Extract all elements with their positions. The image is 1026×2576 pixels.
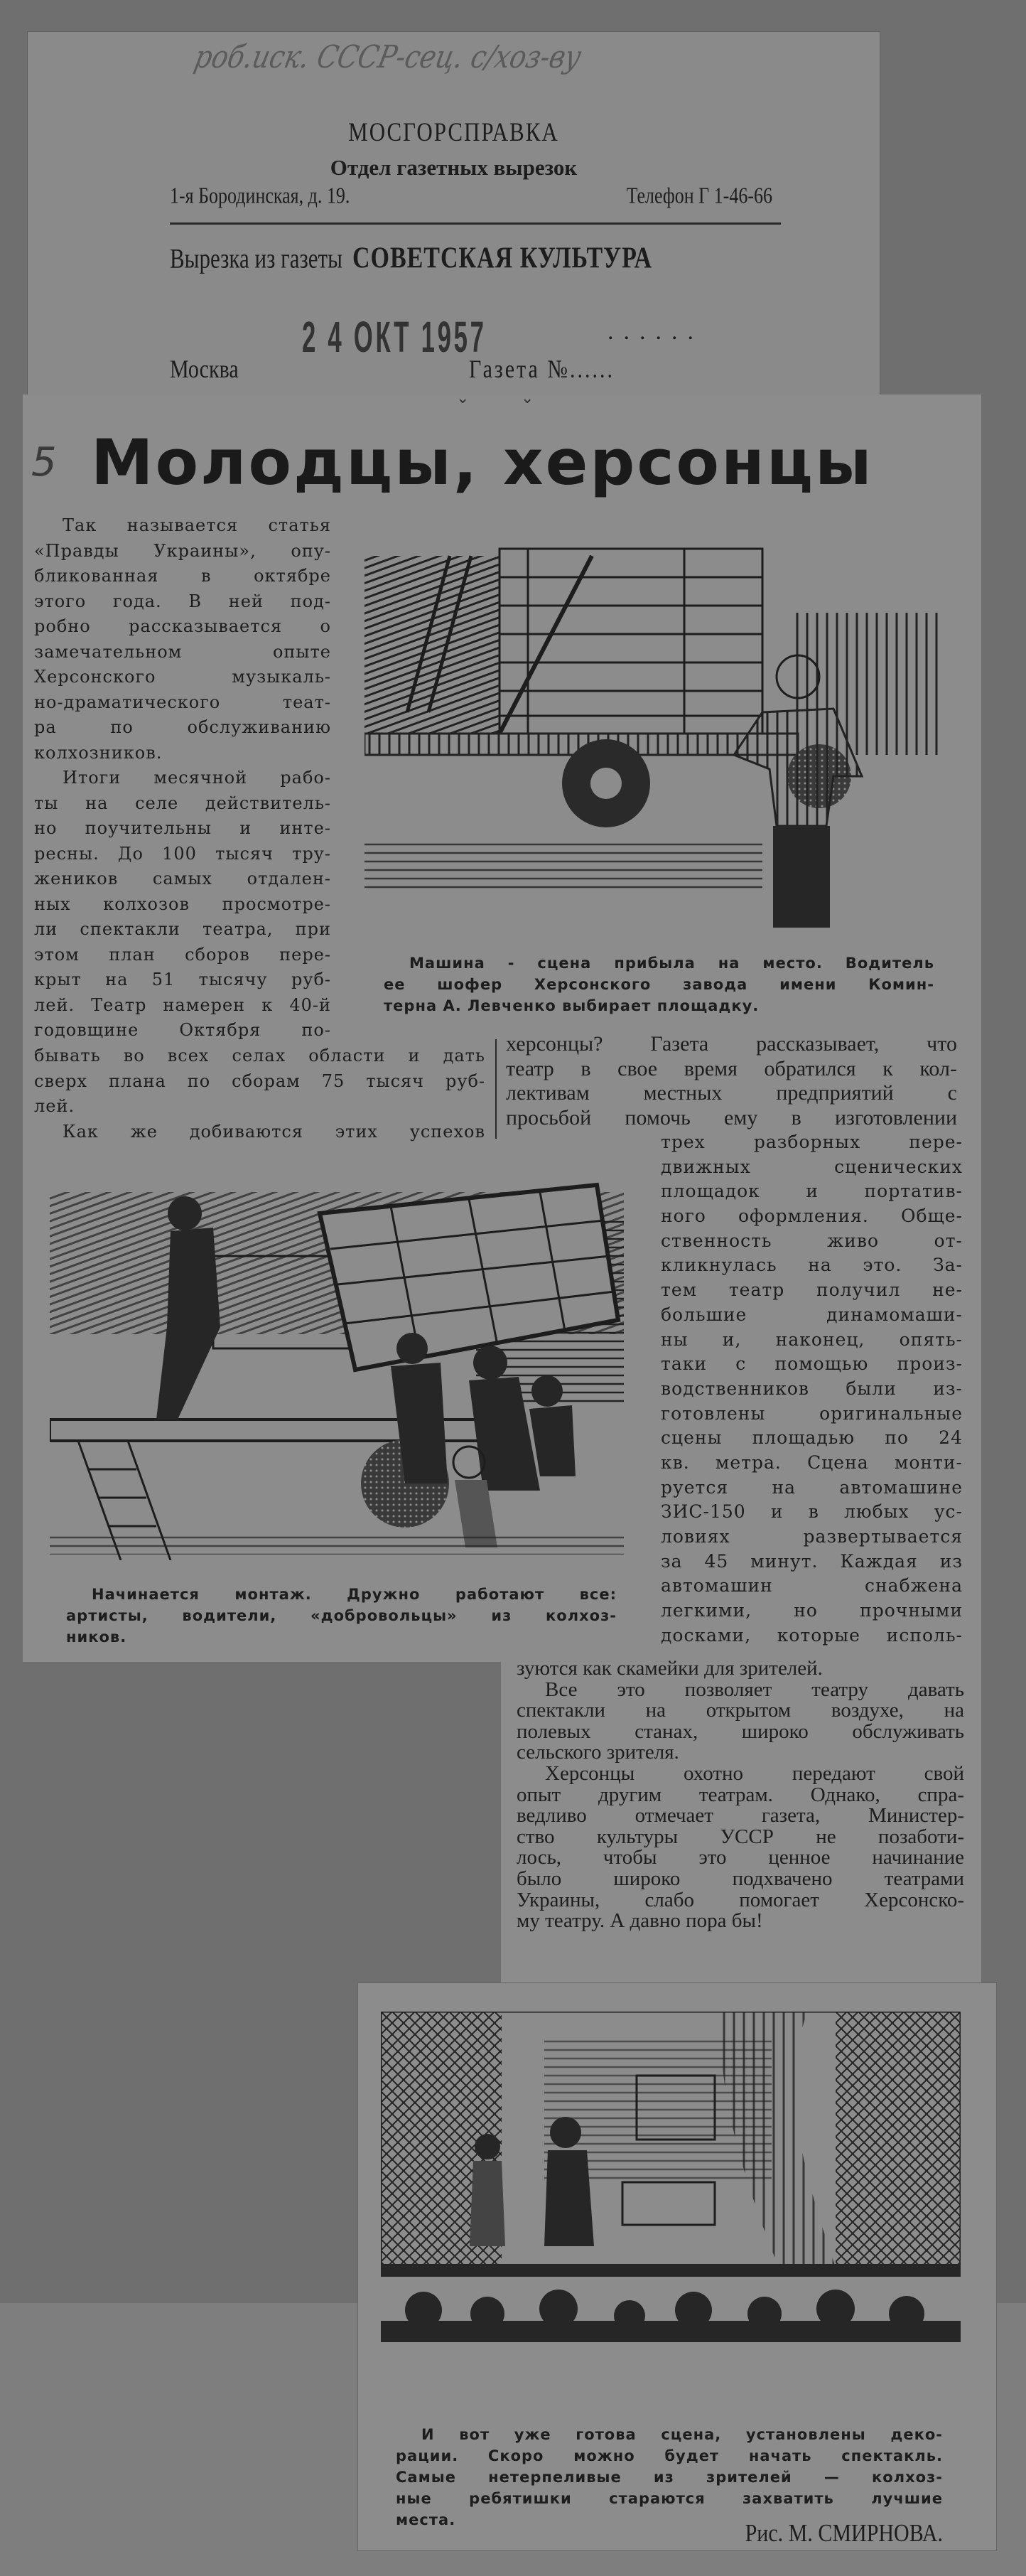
text-line: ные ребятишки стараются захватить лучшие <box>396 2490 943 2507</box>
left-column-narrow <box>34 513 331 1043</box>
text-line: но поучительны и инте- <box>34 818 331 838</box>
text-line: Начинается монтаж. Дружно работают все: <box>92 1586 617 1603</box>
text-line: годовщине Октября по- <box>34 1020 331 1040</box>
left-column-wide <box>34 1043 485 1144</box>
text-line: сверх плана по сборам 75 тысяч руб- <box>34 1070 485 1091</box>
text-line: ее шофер Херсонского завода имени Комин- <box>384 976 934 993</box>
text-line: ников. <box>66 1628 127 1646</box>
chevron-mark-icon: ⌄ <box>456 390 470 407</box>
text-line: движных сценических <box>661 1156 963 1177</box>
date-stamp: 2 4 ОКТ 1957 <box>302 312 487 362</box>
text-line: кв. метра. Сцена монти- <box>661 1451 963 1473</box>
text-line: херсонцы? Газета рассказывает, что <box>506 1032 957 1056</box>
text-line: Херсонцы охотно передают свой <box>545 1763 964 1785</box>
text-line: ты на селе действитель- <box>34 793 331 813</box>
text-line: лективам местных предприятий с <box>506 1081 957 1105</box>
address: 1-я Бородинская, д. 19. <box>170 183 350 208</box>
text-line: сцены площадью по 24 <box>661 1427 963 1449</box>
text-line: сельского зрителя. <box>517 1742 679 1764</box>
text-line: большие динамомаши- <box>661 1304 963 1325</box>
text-line: Самые нетерпеливые из зрителей — колхоз- <box>396 2469 943 2486</box>
text-line: ра по обслуживанию <box>34 717 331 737</box>
text-line: ного оформления. Обще- <box>661 1206 963 1227</box>
text-line: этого года. В ней под- <box>34 591 331 611</box>
phone: Телефон Г 1-46-66 <box>626 183 772 208</box>
text-line: за 45 минут. Каждая из <box>661 1550 963 1572</box>
text-line: Украины, слабо помогает Херсонско- <box>517 1889 964 1911</box>
department-name: Отдел газетных вырезок <box>330 155 578 180</box>
column-divider <box>495 1039 497 1139</box>
issue-number: Газета №...... <box>469 355 615 384</box>
text-line: таки с помощью произ- <box>661 1353 963 1375</box>
text-line: спектакли на открытом воздухе, на <box>517 1700 964 1722</box>
text-line: артисты, водители, «добровольцы» из колхоз- <box>66 1607 617 1624</box>
text-line: ны и, наконец, опять- <box>661 1329 963 1350</box>
text-line: му театру. А давно пора бы! <box>517 1911 763 1932</box>
text-line: автомашин снабжена <box>661 1575 963 1596</box>
illustration-assembly <box>50 1149 624 1560</box>
clipping-source <box>170 242 652 276</box>
text-line: терна А. Левченко выбирает площадку. <box>384 997 760 1014</box>
page-marker: 5 <box>31 439 57 485</box>
text-line: руется на автомашине <box>661 1476 963 1498</box>
text-line: было широко подхвачено театрами <box>517 1868 964 1890</box>
text-line: тем театр получил не- <box>661 1279 963 1301</box>
right-column-bottom <box>517 1658 964 1932</box>
newspaper-name: СОВЕТСКАЯ КУЛЬТУРА <box>352 242 653 275</box>
text-line: готовлены оригинальные <box>661 1402 963 1424</box>
text-line: ство культуры УССР не позаботи- <box>517 1826 964 1848</box>
clipping-label: Вырезка из газеты <box>170 242 342 274</box>
text-line: кликнулась на это. За- <box>661 1255 963 1276</box>
text-line: замечательном опыте <box>34 641 331 662</box>
date-dots: ...... <box>608 318 703 345</box>
divider-rule <box>170 222 781 225</box>
text-line: места. <box>396 2511 456 2528</box>
text-line: зуются как скамейки для зрителей. <box>517 1658 823 1680</box>
chevron-mark-icon: ⌄ <box>521 390 534 407</box>
text-line: ли спектакли театра, при <box>34 919 331 939</box>
text-line: бывать во всех селах области и дать <box>34 1046 485 1066</box>
text-line: Машина - сцена прибыла на место. Водитель <box>409 955 934 972</box>
text-line: рации. Скоро можно будет начать спектакль. <box>396 2447 943 2464</box>
text-line: лей. Театр намерен к 40-й <box>34 994 331 1015</box>
caption-stage-ready <box>396 2424 943 2531</box>
city: Москва <box>170 355 239 384</box>
text-line: Херсонского музыкаль- <box>34 667 331 687</box>
text-line: лось, чтобы это ценное начинание <box>517 1847 964 1869</box>
text-line: ЗИС-150 и в любых ус- <box>661 1501 963 1523</box>
text-line: площадок и портатив- <box>661 1181 963 1202</box>
text-line: трех разборных пере- <box>661 1132 963 1152</box>
text-line: И вот уже готова сцена, установлены деко- <box>421 2426 943 2443</box>
illustration-truck-arrived <box>364 542 944 928</box>
text-line: лей. <box>34 1096 75 1116</box>
text-line: крыт на 51 тысячу руб- <box>34 970 331 989</box>
org-name: МОСГОРСПРАВКА <box>348 117 559 147</box>
text-line: опыт другим театрам. Однако, спра- <box>517 1784 964 1806</box>
text-line: театр в свое время обратился к кол- <box>506 1056 957 1080</box>
text-line: этом план сборов пере- <box>34 944 331 965</box>
caption-truck-arrived <box>384 952 934 1016</box>
text-line: ресны. До 100 тысяч тру- <box>34 843 331 864</box>
text-line: досками, которые исполь- <box>661 1624 963 1646</box>
text-line: колхозников. <box>34 742 163 763</box>
text-line: Все это позволяет театру давать <box>545 1679 964 1701</box>
text-line: ных колхозов просмотре- <box>34 893 331 914</box>
illustration-credit: Рис. М. СМИРНОВА. <box>745 2520 943 2547</box>
text-line: просьбой помочь ему в изготовлении <box>506 1105 957 1129</box>
text-line: бликованная в октябре <box>34 566 331 586</box>
handwritten-note: роб.иск. СССР-сец. с/хоз-ву <box>191 39 585 75</box>
text-line: ственность живо от- <box>661 1230 963 1251</box>
text-line: «Правды Украины», опу- <box>34 540 331 561</box>
article-title: Молодцы, херсонцы <box>91 426 874 499</box>
text-line: ведливо отмечает газета, Министер- <box>517 1805 964 1827</box>
text-line: жеников самых отдален- <box>34 869 331 889</box>
text-line: водственников были из- <box>661 1378 963 1399</box>
text-line: ловиях развертывается <box>661 1526 963 1547</box>
text-line: но-драматического теат- <box>34 692 331 712</box>
right-column-top <box>506 1032 957 1130</box>
text-line: робно рассказывается о <box>34 616 331 636</box>
text-line: Итоги месячной рабо- <box>63 768 331 788</box>
text-line: Как же добиваются этих успехов <box>63 1121 485 1142</box>
caption-assembly <box>66 1584 617 1648</box>
text-line: Так называется статья <box>63 515 331 535</box>
text-line: легкими, но прочными <box>661 1600 963 1621</box>
right-column-narrow <box>661 1130 963 1648</box>
illustration-stage-ready <box>381 2012 961 2342</box>
text-line: полевых станах, широко обслуживать <box>517 1721 964 1743</box>
